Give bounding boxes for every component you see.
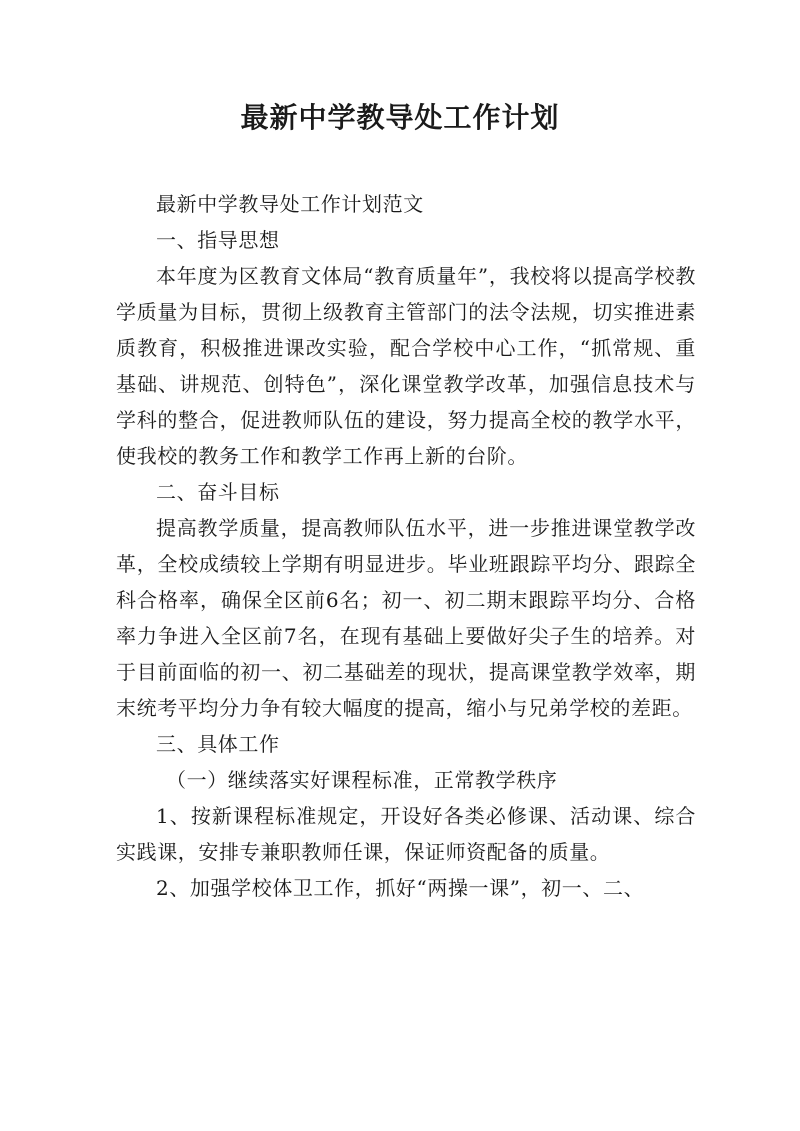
section-heading-goals: 二、奋斗目标 [156,480,280,504]
paragraph-goals: 提高教学质量，提高教师队伍水平，进一步推进课堂教学改革，全校成绩较上学期有明显进步。毕业班跟踪平均分、跟踪全科合格率，确保全区前6名；初一、初二期末跟踪平均分、合格率力争进入全区前7名，在现有基础上要做好尖子生的培养。对于目前面临的初一、初二基础差的现状，提高课堂教学效率，期末统考平均分力争有较大幅度的提高，缩小与兄弟学校的差距。 [116,516,696,720]
paragraph-item-1: 1、按新课程标准规定，开设好各类必修课、活动课、综合实践课，安排专兼职教师任课，保证师资配备的质量。 [116,804,696,864]
section-heading-specific-work: 三、具体工作 [156,732,280,756]
document-body [116,186,696,906]
paragraph-subtitle: 最新中学教导处工作计划范文 [156,192,424,216]
subsection-heading-curriculum: （一）继续落实好课程标准，正常教学秩序 [166,768,558,792]
paragraph-item-2: 2、加强学校体卫工作，抓好“两操一课”，初一、二、 [156,876,645,900]
section-heading-guiding-ideology: 一、指导思想 [156,228,280,252]
document-title: 最新中学教导处工作计划 [240,101,560,134]
paragraph-guiding-ideology: 本年度为区教育文体局“教育质量年”，我校将以提高学校教学质量为目标，贯彻上级教育主管部门的法令法规，切实推进素质教育，积极推进课改实验，配合学校中心工作，“抓常规、重基础、讲规范、创特色”，深化课堂教学改革，加强信息技术与学科的整合，促进教师队伍的建设，努力提高全校的教学水平，使我校的教务工作和教学工作再上新的台阶。 [116,264,696,468]
